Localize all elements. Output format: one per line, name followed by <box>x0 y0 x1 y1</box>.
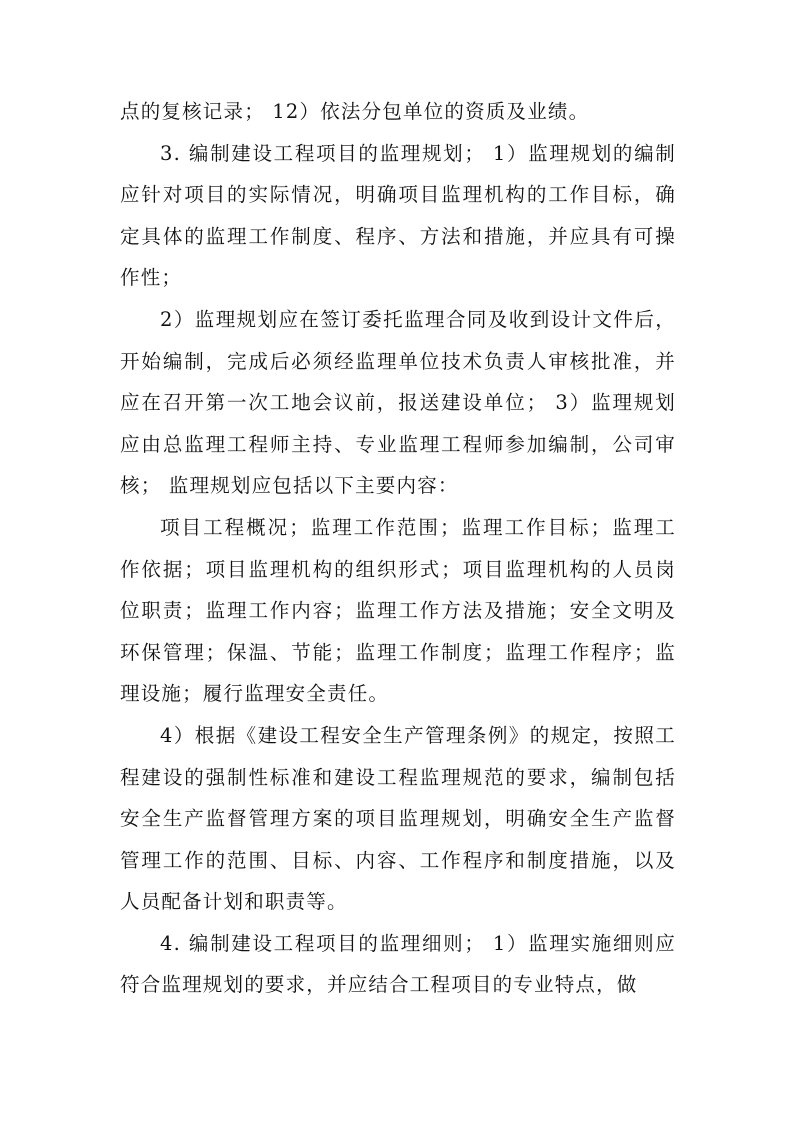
paragraph: 2）监理规划应在签订委托监理合同及收到设计文件后，开始编制，完成后必须经监理单位技术负责人审核批准，并应在召开第一次工地会议前，报送建设单位； 3）监理规划应由总监理工程师主持、专业监理工程师参加编制，公司审核； 监理规划应包括以下主要内容： <box>120 307 676 498</box>
paragraph: 4. 编制建设工程项目的监理细则； 1）监理实施细则应符合监理规划的要求，并应结合工程项目的专业特点，做 <box>120 931 676 997</box>
document-body <box>120 91 676 1006</box>
paragraph: 项目工程概况；监理工作范围；监理工作目标；监理工作依据；项目监理机构的组织形式；项目监理机构的人员岗位职责；监理工作内容；监理工作方法及措施；安全文明及环保管理；保温、节能；监理工作制度；监理工作程序；监理设施；履行监理安全责任。 <box>120 515 676 706</box>
paragraph: 3. 编制建设工程项目的监理规划； 1）监理规划的编制应针对项目的实际情况，明确项目监理机构的工作目标，确定具体的监理工作制度、程序、方法和措施，并应具有可操作性； <box>120 141 676 290</box>
paragraph: 4）根据《建设工程安全生产管理条例》的规定，按照工程建设的强制性标准和建设工程监理规范的要求，编制包括安全生产监督管理方案的项目监理规划，明确安全生产监督管理工作的范围、目标、内容、工作程序和制度措施，以及人员配备计划和职责等。 <box>120 723 676 914</box>
paragraph: 点的复核记录； 12）依法分包单位的资质及业绩。 <box>120 100 590 123</box>
